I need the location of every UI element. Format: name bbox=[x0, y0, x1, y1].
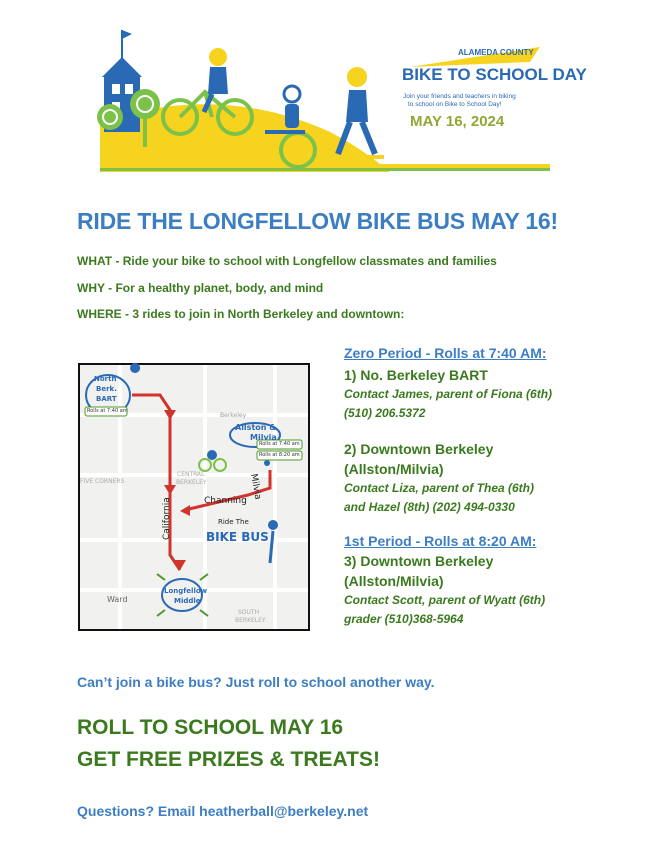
ride-3-subtitle: (Allston/Milvia) bbox=[344, 573, 444, 589]
map-label: Channing bbox=[204, 496, 247, 506]
map-label: Ride The bbox=[218, 518, 249, 526]
roll-to-school-heading: ROLL TO SCHOOL MAY 16 bbox=[77, 716, 344, 739]
map-labels bbox=[80, 365, 308, 629]
svg-text:BIKE TO SCHOOL DAY: BIKE TO SCHOOL DAY bbox=[402, 65, 587, 84]
map-label: Rolls at 8:20 am bbox=[259, 452, 300, 458]
ride-2-title: 2) Downtown Berkeley bbox=[344, 441, 494, 457]
map-label: BERKELEY bbox=[235, 617, 266, 624]
svg-text:ALAMEDA COUNTY: ALAMEDA COUNTY bbox=[458, 48, 534, 57]
map-label: SOUTH bbox=[238, 609, 260, 616]
route-map bbox=[78, 363, 310, 631]
svg-text:to school on Bike to School Da: to school on Bike to School Day! bbox=[408, 101, 502, 108]
map-label: Milvia bbox=[248, 473, 263, 501]
ride-2-subtitle: (Allston/Milvia) bbox=[344, 461, 444, 477]
bike-to-school-banner bbox=[100, 22, 587, 172]
map-label: Longfellow bbox=[164, 587, 208, 595]
map-label: Allston & bbox=[235, 423, 277, 432]
ride-3-contact: Contact Scott, parent of Wyatt (6th) bbox=[344, 593, 546, 607]
map-label: California bbox=[162, 497, 172, 540]
map-label: BERKELEY bbox=[176, 479, 207, 486]
map-label: Ward bbox=[107, 595, 128, 604]
ride-1-title: 1) No. Berkeley BART bbox=[344, 367, 488, 383]
contact-email-line: Questions? Email heatherball@berkeley.net bbox=[77, 803, 369, 819]
why-line: WHY - For a healthy planet, body, and mind bbox=[77, 281, 324, 295]
ride-2-phone: and Hazel (8th) (202) 494-0330 bbox=[344, 500, 515, 514]
ride-3-title: 3) Downtown Berkeley bbox=[344, 553, 494, 569]
map-label: BIKE BUS bbox=[206, 530, 269, 544]
map-label: BART bbox=[96, 395, 117, 403]
map-label: Middle bbox=[174, 597, 201, 605]
ride-3-phone: grader (510)368-5964 bbox=[344, 612, 464, 626]
map-label: Rolls at 7:40 am bbox=[87, 408, 128, 414]
event-logo bbox=[402, 47, 587, 130]
prizes-heading: GET FREE PRIZES & TREATS! bbox=[77, 748, 380, 771]
map-label: CENTRAL bbox=[177, 471, 205, 478]
map-label: North bbox=[94, 375, 117, 383]
page-title: RIDE THE LONGFELLOW BIKE BUS MAY 16! bbox=[77, 208, 558, 234]
ride-list bbox=[344, 345, 584, 629]
what-line: WHAT - Ride your bike to school with Longfellow classmates and families bbox=[77, 254, 497, 268]
map-label: FIVE CORNERS bbox=[80, 478, 125, 485]
zero-period-heading: Zero Period - Rolls at 7:40 AM: bbox=[344, 345, 547, 361]
map-label: Berkeley bbox=[220, 412, 247, 419]
ride-2-contact: Contact Liza, parent of Thea (6th) bbox=[344, 481, 535, 495]
where-line: WHERE - 3 rides to join in North Berkeley and downtown: bbox=[77, 307, 405, 321]
alternate-note: Can’t join a bike bus? Just roll to school another way. bbox=[77, 674, 435, 690]
map-label: Rolls at 7:40 am bbox=[259, 441, 300, 447]
ride-1-contact: Contact James, parent of Fiona (6th) bbox=[344, 387, 553, 401]
svg-text:MAY 16, 2024: MAY 16, 2024 bbox=[410, 113, 505, 130]
first-period-heading: 1st Period - Rolls at 8:20 AM: bbox=[344, 533, 537, 549]
svg-text:Join your friends and teachers: Join your friends and teachers in biking bbox=[403, 93, 516, 100]
ride-1-phone: (510) 206.5372 bbox=[344, 406, 426, 420]
map-label: Milvia bbox=[250, 433, 277, 442]
map-label: Berk. bbox=[96, 385, 117, 393]
